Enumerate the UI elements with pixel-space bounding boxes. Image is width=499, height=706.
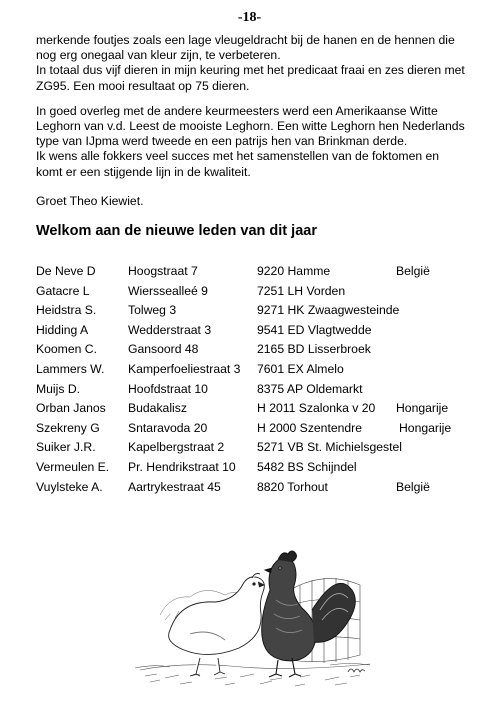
rooster-drawing [262, 551, 356, 677]
article-body [36, 33, 466, 209]
member-country: Hongarije [396, 401, 449, 416]
member-street: Budakalisz [128, 401, 187, 416]
member-street: Wierssealleé 9 [128, 283, 208, 298]
member-city: 5482 BS Schijndel [257, 459, 357, 474]
page-number: -18- [237, 10, 262, 25]
member-country: België [396, 264, 430, 278]
member-row [36, 342, 466, 362]
member-row [36, 421, 466, 441]
member-street: Tolweg 3 [128, 303, 177, 318]
member-name: Koomen C. [36, 342, 97, 357]
member-row [36, 440, 466, 460]
member-row [36, 480, 466, 500]
paragraph: In totaal dus vijf dieren in mijn keuring met het predicaat fraai en zes dieren met ZG95. Een mooi resultaat op 75 dieren. [36, 63, 465, 93]
artist-signature [348, 669, 365, 672]
signature-line: Groet Theo Kiewiet. [36, 193, 144, 208]
member-street: Hoofdstraat 10 [128, 381, 208, 396]
member-city: 7251 LH Vorden [257, 283, 346, 298]
member-row [36, 284, 466, 304]
paragraph: In goed overleg met de andere keurmeesters werd een Amerikaanse Witte Leghorn van v.d. Leest de mooiste Leghorn. Een witte Leghorn hen Nederlands type van IJpma werd tweede en een patrijs hen van Brinkman derde. [36, 103, 465, 149]
member-row [36, 460, 466, 480]
member-street: Hoogstraat 7 [128, 264, 198, 278]
member-city: H 2011 Szalonka v 20 [257, 401, 376, 416]
member-row [36, 264, 466, 284]
member-street: Wedderstraat 3 [128, 322, 212, 337]
member-street: Aartrykestraat 45 [128, 479, 221, 494]
member-name: Hidding A [36, 322, 89, 337]
member-city: 9220 Hamme [257, 264, 331, 278]
member-street: Kapelbergstraat 2 [128, 440, 225, 455]
member-country: Hongarije [399, 420, 452, 435]
member-row [36, 362, 466, 382]
ground-hatching [135, 664, 370, 687]
member-city: H 2000 Szentendre [257, 420, 363, 435]
rooster-and-hen-illustration [130, 530, 380, 690]
member-row [36, 323, 466, 343]
member-name: De Neve D [36, 264, 96, 278]
member-city: 8820 Torhout [257, 479, 328, 494]
member-name: Heidstra S. [36, 303, 97, 318]
member-country: België [396, 479, 430, 494]
member-row [36, 303, 466, 323]
member-name: Lammers W. [36, 361, 105, 376]
member-city: 7601 EX Almelo [257, 361, 344, 376]
member-row [36, 382, 466, 402]
member-city: 9271 HK Zwaagwesteinde [257, 303, 400, 318]
section-title: Welkom aan de nieuwe leden van dit jaar [36, 223, 317, 239]
member-name: Gatacre L [36, 283, 90, 298]
member-name: Muijs D. [36, 381, 81, 396]
member-street: Gansoord 48 [128, 342, 199, 357]
member-city: 5271 VB St. Michielsgestel [257, 440, 402, 455]
member-street: Pr. Hendrikstraat 10 [128, 459, 236, 474]
member-city: 8375 AP Oldemarkt [257, 381, 363, 396]
paragraph: Ik wens alle fokkers veel succes met het samenstellen van de foktomen en komt er een stijgende lijn in de kwaliteit. [36, 149, 440, 179]
member-name: Vermeulen E. [36, 459, 110, 474]
member-list [36, 264, 466, 499]
member-street: Kamperfoeliestraat 3 [128, 361, 241, 376]
hen-drawing [169, 574, 265, 677]
member-name: Suiker J.R. [36, 440, 96, 455]
member-street: Sntaravoda 20 [128, 420, 208, 435]
member-city: 2165 BD Lisserbroek [257, 342, 371, 357]
member-name: Orban Janos [36, 401, 106, 416]
member-name: Szekreny G [36, 420, 100, 435]
member-row [36, 401, 466, 421]
paragraph: merkende foutjes zoals een lage vleugeldracht bij de hanen en de hennen die nog erg onegaal van kleur zijn, te verbeteren. [36, 33, 455, 63]
member-name: Vuylsteke A. [36, 479, 103, 494]
member-city: 9541 ED Vlagtwedde [257, 322, 372, 337]
